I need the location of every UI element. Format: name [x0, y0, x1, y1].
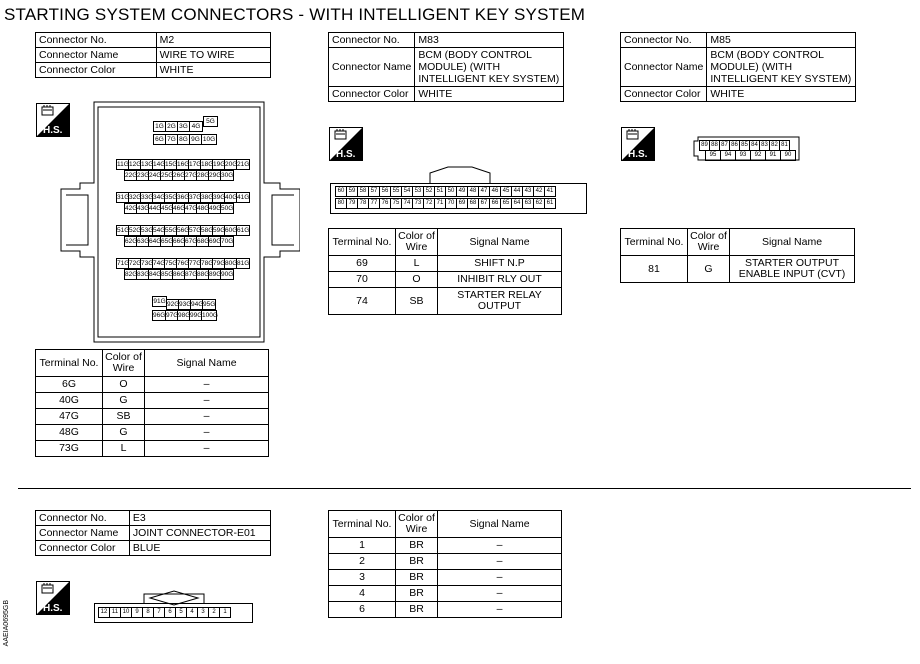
pin: 36G [177, 194, 190, 201]
table-row [329, 272, 562, 288]
m2-pin-row [203, 116, 218, 127]
hs-icon [621, 127, 655, 161]
pin: 47G [185, 205, 198, 212]
wire-color: SB [396, 288, 438, 315]
pin: 95 [705, 150, 721, 161]
connector-color-value: WHITE [707, 87, 856, 102]
table-row [329, 570, 562, 586]
svg-text:H.S.: H.S. [336, 149, 356, 160]
pin: 78G [201, 260, 214, 267]
m2-pin-row [116, 225, 250, 236]
pin: 43 [522, 186, 534, 197]
pin: 42G [125, 205, 138, 212]
pin: 40G [225, 194, 238, 201]
connector-color-value: WHITE [415, 87, 564, 102]
pin: 60 [335, 186, 347, 197]
table-row [36, 377, 269, 393]
pin: 3 [197, 607, 209, 618]
pin: 54 [401, 186, 413, 197]
pin: 84G [149, 271, 162, 278]
pin: 43G [137, 205, 150, 212]
pin: 71 [434, 198, 446, 209]
connector-name-value: JOINT CONNECTOR-E01 [129, 526, 270, 541]
pin: 90 [780, 150, 796, 161]
m2-pin-row [166, 299, 216, 310]
pin: 22G [125, 172, 138, 179]
pin: 7G [166, 135, 178, 144]
connector-no-value: M85 [707, 33, 856, 48]
pin: 51G [117, 227, 130, 234]
pin: 10 [120, 607, 132, 618]
terminal-no: 4 [329, 586, 396, 602]
m2-pin-row [153, 134, 217, 145]
m85-pin-row-bottom [706, 150, 796, 161]
pin: 97G [166, 312, 179, 319]
pin: 41 [544, 186, 556, 197]
m2-pin-row [124, 236, 234, 247]
signal-name: – [145, 377, 269, 393]
connector-no-label: Connector No. [621, 33, 707, 48]
pin: 55G [165, 227, 178, 234]
pin: 12G [129, 161, 142, 168]
m83-terminal-table [328, 228, 562, 315]
pin: 25G [161, 172, 174, 179]
m2-connector-info [35, 32, 271, 78]
pin: 59 [346, 186, 358, 197]
pin: 52 [423, 186, 435, 197]
connector-name-label: Connector Name [329, 48, 415, 87]
m2-pin-row [116, 159, 250, 170]
pin: 94G [191, 301, 204, 308]
m2-pin-row [124, 203, 234, 214]
signal-name: – [438, 538, 562, 554]
pin: 66G [173, 238, 186, 245]
pin: 6 [164, 607, 176, 618]
pin: 80G [225, 260, 238, 267]
pin: 69G [209, 238, 222, 245]
pin: 44 [511, 186, 523, 197]
pin: 90G [221, 271, 234, 278]
signal-name: – [438, 570, 562, 586]
svg-text:H.S.: H.S. [43, 125, 63, 136]
pin: 83G [137, 271, 150, 278]
pin: 91G [153, 298, 166, 305]
pin: 81G [237, 260, 250, 267]
color-of-wire-header: Color of Wire [688, 229, 730, 256]
pin: 14G [153, 161, 166, 168]
pin: 93G [179, 301, 192, 308]
pin: 72 [423, 198, 435, 209]
pin: 4 [186, 607, 198, 618]
pin: 18G [201, 161, 214, 168]
pin: 95G [203, 301, 216, 308]
pin: 64 [511, 198, 523, 209]
wire-color: O [103, 377, 145, 393]
terminal-no: 81 [621, 256, 688, 283]
pin: 99G [190, 312, 203, 319]
m83-pin-row-bottom [336, 198, 556, 209]
page-title: STARTING SYSTEM CONNECTORS - WITH INTELLIGENT KEY SYSTEM [4, 5, 586, 24]
pin: 10G [202, 136, 216, 143]
wire-color: G [103, 393, 145, 409]
signal-name: STARTER RELAY OUTPUT [438, 288, 562, 315]
connector-name-value: BCM (BODY CONTROL MODULE) (WITH INTELLIGENT KEY SYSTEM) [415, 48, 564, 87]
pin: 81 [779, 140, 790, 151]
terminal-no-header: Terminal No. [36, 350, 103, 377]
m85-terminal-table [620, 228, 855, 283]
pin: 68G [197, 238, 210, 245]
pin: 53 [412, 186, 424, 197]
pin: 44G [149, 205, 162, 212]
pin: 11 [109, 607, 121, 618]
signal-name-header: Signal Name [438, 511, 562, 538]
pin: 53G [141, 227, 154, 234]
pin: 63G [137, 238, 150, 245]
pin: 91 [765, 150, 781, 161]
pin: 85 [739, 140, 750, 151]
connector-color-label: Connector Color [36, 63, 157, 78]
table-row [329, 288, 562, 315]
pin: 86G [173, 271, 186, 278]
pin: 78 [357, 198, 369, 209]
table-row [36, 441, 269, 457]
pin: 11G [117, 161, 129, 168]
signal-name: SHIFT N.P [438, 256, 562, 272]
pin: 58 [357, 186, 369, 197]
connector-name-label: Connector Name [36, 526, 130, 541]
pin: 28G [197, 172, 210, 179]
color-of-wire-header: Color of Wire [396, 229, 438, 256]
m2-pin-row [153, 121, 203, 132]
pin: 71G [117, 260, 130, 267]
m2-pin-row [116, 192, 250, 203]
pin: 31G [117, 194, 130, 201]
wire-color: BR [396, 602, 438, 618]
pin: 30G [221, 172, 234, 179]
wire-color: SB [103, 409, 145, 425]
pin: 20G [225, 161, 238, 168]
pin: 48 [467, 186, 479, 197]
pin: 89G [209, 271, 222, 278]
pin: 88 [709, 140, 720, 151]
terminal-no: 69 [329, 256, 396, 272]
pin: 86 [729, 140, 740, 151]
signal-name: – [145, 409, 269, 425]
connector-name-label: Connector Name [621, 48, 707, 87]
pin: 79 [346, 198, 358, 209]
pin: 89 [699, 140, 710, 151]
pin: 100G [202, 312, 218, 319]
pin: 34G [153, 194, 166, 201]
svg-text:H.S.: H.S. [628, 149, 648, 160]
pin: 98G [178, 312, 191, 319]
m2-pin-row [124, 170, 234, 181]
signal-name: – [438, 554, 562, 570]
pin: 62G [125, 238, 138, 245]
connector-no-label: Connector No. [36, 33, 157, 48]
signal-name-header: Signal Name [145, 350, 269, 377]
pin: 67G [185, 238, 198, 245]
pin: 4G [191, 123, 201, 130]
m83-pin-row-top [336, 186, 556, 197]
pin: 93 [735, 150, 751, 161]
signal-name-header: Signal Name [730, 229, 855, 256]
terminal-no: 6 [329, 602, 396, 618]
e3-pin-row [99, 607, 231, 618]
pin: 68 [467, 198, 479, 209]
pin: 2 [208, 607, 220, 618]
pin: 82 [769, 140, 780, 151]
pin: 6G [154, 135, 166, 144]
hs-icon [36, 581, 70, 615]
pin: 1 [219, 607, 231, 618]
pin: 54G [153, 227, 166, 234]
table-row [36, 409, 269, 425]
pin: 61 [544, 198, 556, 209]
pin: 12 [98, 607, 110, 618]
pin: 74 [401, 198, 413, 209]
pin: 27G [185, 172, 198, 179]
pin: 87G [185, 271, 198, 278]
pin: 37G [189, 194, 202, 201]
pin: 39G [213, 194, 226, 201]
signal-name: – [438, 602, 562, 618]
pin: 65 [500, 198, 512, 209]
svg-text:H.S.: H.S. [43, 603, 63, 614]
terminal-no: 2 [329, 554, 396, 570]
pin: 92 [750, 150, 766, 161]
pin: 23G [137, 172, 150, 179]
pin: 16G [177, 161, 190, 168]
pin: 7 [153, 607, 165, 618]
terminal-no-header: Terminal No. [329, 229, 396, 256]
pin: 46G [173, 205, 186, 212]
signal-name: – [145, 441, 269, 457]
terminal-no-header: Terminal No. [329, 511, 396, 538]
pin: 17G [189, 161, 202, 168]
pin: 45 [500, 186, 512, 197]
pin: 63 [522, 198, 534, 209]
hs-icon [329, 127, 363, 161]
pin: 5 [175, 607, 187, 618]
pin: 62 [533, 198, 545, 209]
pin: 82G [125, 271, 138, 278]
terminal-no: 73G [36, 441, 103, 457]
e3-terminal-table [328, 510, 562, 618]
pin: 88G [197, 271, 210, 278]
section-divider [18, 488, 911, 489]
color-of-wire-header: Color of Wire [103, 350, 145, 377]
pin: 41G [237, 194, 250, 201]
signal-name-header: Signal Name [438, 229, 562, 256]
terminal-no: 48G [36, 425, 103, 441]
pin: 26G [173, 172, 186, 179]
connector-color-value: WHITE [156, 63, 270, 78]
pin: 57G [189, 227, 202, 234]
terminal-no: 1 [329, 538, 396, 554]
pin: 92G [167, 301, 180, 308]
pin: 84 [749, 140, 760, 151]
connector-no-value: E3 [129, 511, 270, 526]
terminal-no-header: Terminal No. [621, 229, 688, 256]
m83-connector-info [328, 32, 564, 102]
m2-pin-row [152, 296, 167, 307]
wire-color: BR [396, 538, 438, 554]
table-row [36, 425, 269, 441]
pin: 87 [719, 140, 730, 151]
signal-name: STARTER OUTPUT ENABLE INPUT (CVT) [730, 256, 855, 283]
connector-no-label: Connector No. [329, 33, 415, 48]
pin: 85G [161, 271, 174, 278]
pin: 94 [720, 150, 736, 161]
pin: 9G [190, 135, 202, 144]
pin: 60G [225, 227, 238, 234]
connector-name-label: Connector Name [36, 48, 157, 63]
pin: 15G [165, 161, 178, 168]
pin: 49G [209, 205, 222, 212]
pin: 76 [379, 198, 391, 209]
pin: 72G [129, 260, 142, 267]
wire-color: L [103, 441, 145, 457]
terminal-no: 47G [36, 409, 103, 425]
pin: 9 [131, 607, 143, 618]
pin: 52G [129, 227, 142, 234]
terminal-no: 40G [36, 393, 103, 409]
color-of-wire-header: Color of Wire [396, 511, 438, 538]
pin: 59G [213, 227, 226, 234]
pin: 1G [154, 122, 166, 131]
table-row [329, 256, 562, 272]
wire-color: BR [396, 586, 438, 602]
pin: 96G [153, 312, 166, 319]
pin: 49 [456, 186, 468, 197]
pin: 50G [221, 205, 234, 212]
pin: 79G [213, 260, 226, 267]
pin: 77 [368, 198, 380, 209]
pin: 35G [165, 194, 178, 201]
pin: 61G [237, 227, 250, 234]
signal-name: INHIBIT RLY OUT [438, 272, 562, 288]
table-row [329, 586, 562, 602]
terminal-no: 74 [329, 288, 396, 315]
pin: 73G [141, 260, 154, 267]
pin: 50 [445, 186, 457, 197]
pin: 74G [153, 260, 166, 267]
connector-name-value: BCM (BODY CONTROL MODULE) (WITH INTELLIGENT KEY SYSTEM) [707, 48, 856, 87]
figure-code: AAEIA0695GB [3, 600, 10, 647]
connector-color-label: Connector Color [621, 87, 707, 102]
pin: 73 [412, 198, 424, 209]
table-row [329, 538, 562, 554]
pin: 46 [489, 186, 501, 197]
pin: 65G [161, 238, 174, 245]
pin: 67 [478, 198, 490, 209]
pin: 77G [189, 260, 202, 267]
pin: 5G [206, 118, 215, 125]
pin: 57 [368, 186, 380, 197]
pin: 70 [445, 198, 457, 209]
m2-pin-row [124, 269, 234, 280]
pin: 38G [201, 194, 214, 201]
m2-terminal-table [35, 349, 269, 457]
pin: 3G [178, 122, 190, 131]
pin: 64G [149, 238, 162, 245]
pin: 76G [177, 260, 190, 267]
wire-color: G [103, 425, 145, 441]
pin: 56 [379, 186, 391, 197]
connector-color-label: Connector Color [329, 87, 415, 102]
wire-color: O [396, 272, 438, 288]
pin: 48G [197, 205, 210, 212]
connector-no-value: M83 [415, 33, 564, 48]
pin: 75 [390, 198, 402, 209]
signal-name: – [145, 393, 269, 409]
pin: 55 [390, 186, 402, 197]
connector-color-value: BLUE [129, 541, 270, 556]
e3-connector-info [35, 510, 271, 556]
pin: 33G [141, 194, 154, 201]
connector-no-label: Connector No. [36, 511, 130, 526]
pin: 69 [456, 198, 468, 209]
table-row [329, 554, 562, 570]
pin: 29G [209, 172, 222, 179]
signal-name: – [145, 425, 269, 441]
terminal-no: 6G [36, 377, 103, 393]
connector-name-value: WIRE TO WIRE [156, 48, 270, 63]
pin: 56G [177, 227, 190, 234]
table-row [621, 256, 855, 283]
connector-color-label: Connector Color [36, 541, 130, 556]
terminal-no: 70 [329, 272, 396, 288]
m2-pin-row [116, 258, 250, 269]
pin: 8 [142, 607, 154, 618]
pin: 2G [166, 122, 178, 131]
m2-pin-row [152, 310, 217, 321]
pin: 75G [165, 260, 178, 267]
signal-name: – [438, 586, 562, 602]
pin: 51 [434, 186, 446, 197]
pin: 70G [221, 238, 234, 245]
pin: 80 [335, 198, 347, 209]
wire-color: BR [396, 570, 438, 586]
pin: 32G [129, 194, 142, 201]
pin: 66 [489, 198, 501, 209]
pin: 19G [213, 161, 226, 168]
pin: 21G [237, 161, 250, 168]
wire-color: BR [396, 554, 438, 570]
table-row [36, 393, 269, 409]
pin: 47 [478, 186, 490, 197]
pin: 8G [178, 135, 190, 144]
pin: 45G [161, 205, 174, 212]
m85-connector-info [620, 32, 856, 102]
pin: 58G [201, 227, 214, 234]
connector-no-value: M2 [156, 33, 270, 48]
pin: 83 [759, 140, 770, 151]
wire-color: G [688, 256, 730, 283]
table-row [329, 602, 562, 618]
pin: 42 [533, 186, 545, 197]
wire-color: L [396, 256, 438, 272]
pin: 24G [149, 172, 162, 179]
pin: 13G [141, 161, 154, 168]
terminal-no: 3 [329, 570, 396, 586]
